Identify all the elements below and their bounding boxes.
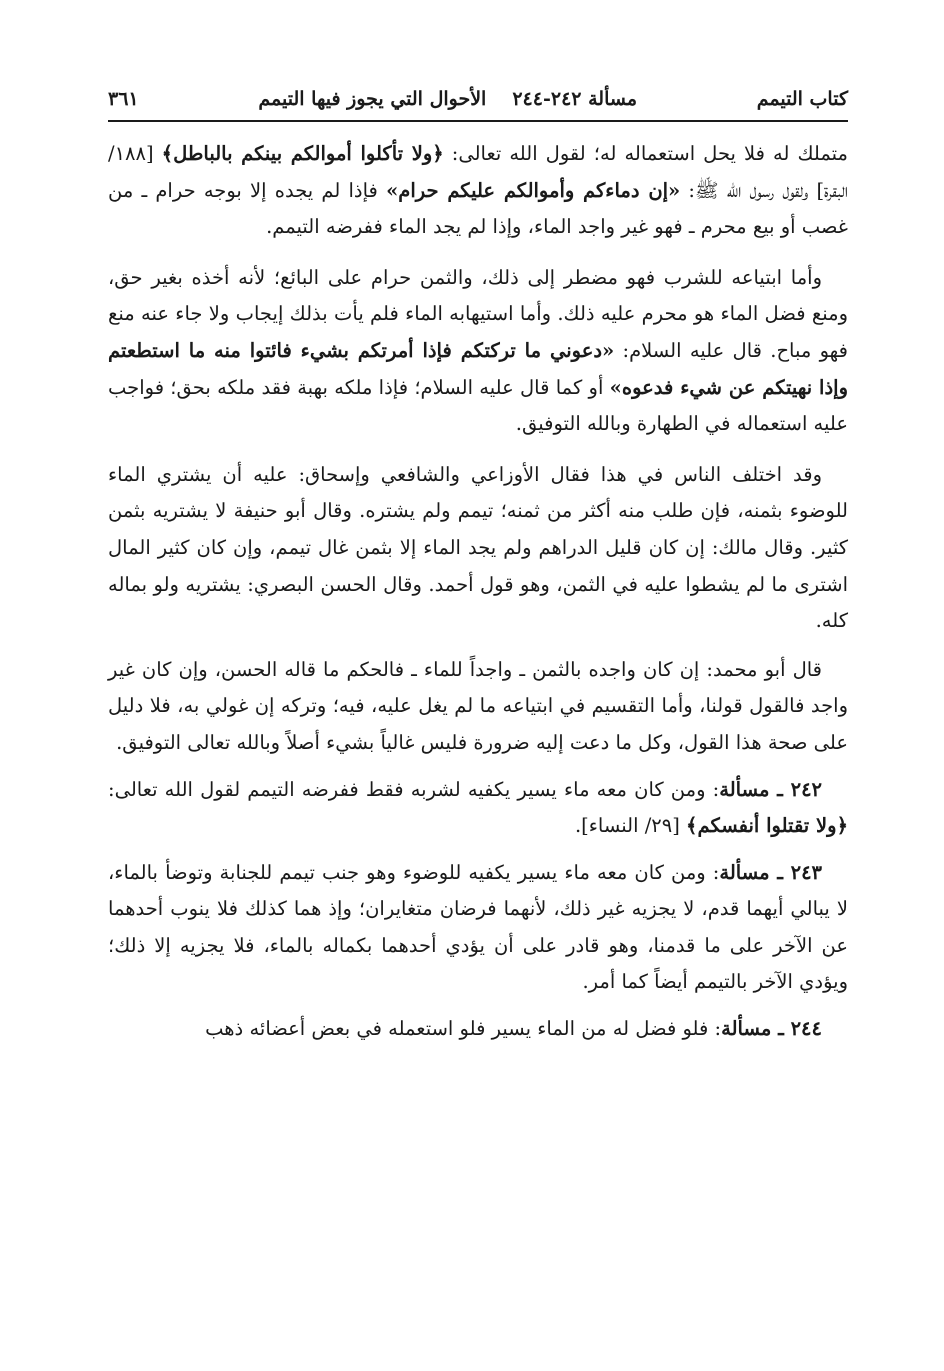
text-run: [٢٩/ النساء]. (574, 814, 687, 838)
body-text (108, 136, 848, 1048)
text-run: أو كما قال عليه السلام؛ فإذا ملكه بهبة فقد ملكه بحق؛ فواجب عليه استعماله في الطهارة وبالله التوفيق. (108, 375, 848, 436)
bold-run: «إن دماءكم وأموالكم عليكم حرام» (386, 178, 681, 202)
text-run: : ومن كان معه ماء يسير يكفيه لشربه فقط ففرضه التيمم لقول الله تعالى: (108, 777, 720, 801)
bold-run: ٢٤٢ ـ مسألة (719, 777, 823, 801)
text-run: : فلو فضل له من الماء يسير فلو استعمله في بعض أعضائه ذهب (205, 1017, 722, 1041)
text-run: قال أبو محمد: إن كان واجده بالثمن ـ واجداً للماء ـ فالحكم ما قاله الحسن، وإن كان غير واجد فالقول قولنا، وأما التقسيم في ابتياعه ما لم يغل عليه، فيه؛ وتركه إن غولي به، فلا دليل على صحة هذا القول، وكل ما دعت إليه ضرورة فليس غالياً بشيء أصلاً وبالله تعالى التوفيق. (108, 657, 849, 754)
paragraph (108, 652, 848, 762)
paragraph (108, 457, 848, 640)
header-section-title: الأحوال التي يجوز فيها التيمم (258, 88, 487, 110)
bold-run: ﴿ولا تأكلوا أموالكم بينكم بالباطل﴾ (161, 142, 444, 165)
header-book-title: كتاب التيمم (756, 88, 848, 110)
text-run: وقد اختلف الناس في هذا فقال الأوزاعي والشافعي وإسحاق: عليه أن يشتري الماء للوضوء بثمنه، فإن طلب منه أكثر من ثمنه؛ تيمم ولم يشتره. وقال أبو حنيفة لا يشتريه بثمن كثير. وقال مالك: إن كان قليل الدراهم ولم يجد الماء إلا بثمن غال تيمم، وإن كان كثير المال اشترى ما لم يشطوا عليه في الثمن، وهو قول أحمد. وقال الحسن البصري: يشتريه ولو بماله كله. (108, 462, 848, 633)
text-run: وأما ابتياعه للشرب فهو مضطر إلى ذلك، والثمن حرام على البائع؛ لأنه أخذه بغير حق، ومنع فضل الماء هو محرم عليه ذلك. وأما استيهابه الماء فلم يأت بذلك إيجاب ولا جاء عنه منع فهو مباح. قال عليه السلام: (108, 265, 848, 362)
text-run: فإذا لم يجده إلا بوجه حرام ـ من غصب أو بيع محرم ـ فهو غير واجد الماء، وإذا لم يجد الماء ففرضه التيمم. (108, 178, 848, 239)
text-run: متملك له فلا يحل استعماله له؛ لقول الله تعالى: (443, 142, 848, 165)
bold-run: «دعوني ما تركتكم فإذا أمرتكم بشيء فائتوا منه ما استطعتم وإذا نهيتكم عن شيء فدعوه» (108, 338, 848, 399)
bold-run: ٢٤٤ ـ مسألة (721, 1017, 822, 1041)
issue-paragraph (108, 1011, 848, 1048)
book-page (108, 82, 848, 1048)
bold-run: ٢٤٣ ـ مسألة (719, 860, 823, 884)
paragraph (108, 136, 848, 246)
issue-paragraph (108, 855, 848, 1001)
running-header (108, 82, 848, 116)
header-center (258, 82, 637, 116)
bold-run: ﴿ولا تقتلوا أنفسكم﴾ (686, 814, 848, 838)
text-run: : ومن كان معه ماء يسير يكفيه للوضوء وهو جنب تيمم للجنابة وتوضأ بالماء، لا يبالي أيهما قدم، لا يجزيه غير ذلك، لأنهما فرضان متغايران؛ وإذ هما كذلك فلا ينوب أحدهما عن الآخر على ما قدمنا، وهو قادر على أن يؤدي أحدهما بكماله بالماء، فلا يجزيه إلا ذلك؛ ويؤدي الآخر بالتيمم أيضاً كما أمر. (108, 860, 848, 994)
header-rule (108, 120, 848, 122)
header-issue-range: مسألة ٢٤٢-٢٤٤ (512, 88, 637, 110)
text-run: [١٨٨/ البقرة] ولقول رسول الله ﷺ: (108, 142, 848, 202)
issue-paragraph (108, 772, 848, 845)
paragraph (108, 260, 848, 443)
page-number: ٣٦١ (108, 88, 139, 110)
